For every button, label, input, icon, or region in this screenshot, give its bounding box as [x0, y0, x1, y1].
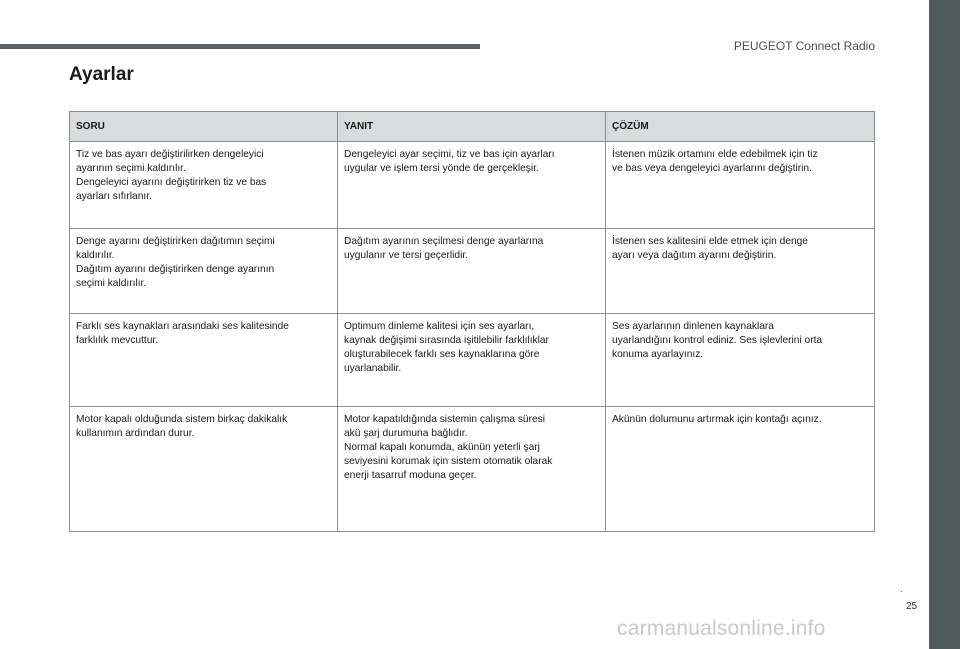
table-row — [70, 407, 875, 532]
solution-cell — [606, 229, 875, 314]
page-title: Ayarlar — [69, 64, 134, 85]
column-header-answer: YANIT — [338, 112, 606, 142]
answer-text: Motor kapatıldığında sistemin çalışma süresi akü şarj durumuna bağlıdır. Normal kapalı konumda, akünün yeterli şarj seviyesini korumak için sistem otomatik olarak enerji tasarruf moduna geçer. — [344, 414, 553, 481]
question-cell — [70, 142, 338, 229]
table-row — [70, 142, 875, 229]
faq-table — [69, 111, 875, 532]
question-cell — [70, 407, 338, 532]
question-text: Farklı ses kaynakları arasındaki ses kalitesinde farklılık mevcuttur. — [76, 321, 289, 346]
question-text: Denge ayarını değiştirirken dağıtımın seçimi kaldırılır. Dağıtım ayarını değiştirirken denge ayarının seçimi kaldırılır. — [76, 236, 275, 289]
manual-header-title: PEUGEOT Connect Radio — [733, 39, 875, 53]
solution-cell — [606, 142, 875, 229]
solution-cell — [606, 314, 875, 407]
table-header-row — [70, 112, 875, 142]
solution-cell — [606, 407, 875, 532]
chapter-side-bar — [929, 0, 960, 649]
solution-text: Ses ayarlarının dinlenen kaynaklara uyarlandığını kontrol ediniz. Ses işlevlerini orta konuma ayarlayınız. — [612, 321, 823, 360]
table-row — [70, 229, 875, 314]
question-text: Tiz ve bas ayarı değiştirilirken dengeleyici ayarının seçimi kaldırılır. Dengeleyici ayarını değiştirirken tiz ve bas ayarları sıfırlanır. — [76, 149, 267, 202]
answer-text: Dengeleyici ayar seçimi, tiz ve bas için ayarları uygular ve işlem tersi yönde de gerçekleşir. — [344, 149, 555, 174]
page-marker: . — [900, 584, 903, 594]
watermark-text: carmanualsonline.info — [617, 617, 826, 640]
table-row — [70, 314, 875, 407]
answer-cell — [338, 314, 606, 407]
column-header-question: SORU — [70, 112, 338, 142]
answer-cell — [338, 229, 606, 314]
header-rule — [0, 44, 480, 49]
question-cell — [70, 229, 338, 314]
solution-text: İstenen ses kalitesini elde etmek için denge ayarı veya dağıtım ayarını değiştirin. — [612, 236, 808, 261]
answer-text: Optimum dinleme kalitesi için ses ayarları, kaynak değişimi sırasında işitilebilir farklılıklar oluşturabilecek farklı ses kaynaklarına göre uyarlanabilir. — [344, 321, 549, 374]
solution-text: Akünün dolumunu artırmak için kontağı açınız. — [612, 414, 822, 425]
answer-cell — [338, 142, 606, 229]
page-number: 25 — [906, 601, 918, 612]
column-header-solution: ÇÖZÜM — [606, 112, 875, 142]
answer-cell — [338, 407, 606, 532]
question-text: Motor kapalı olduğunda sistem birkaç dakikalık kullanımın ardından durur. — [76, 414, 288, 439]
question-cell — [70, 314, 338, 407]
answer-text: Dağıtım ayarının seçilmesi denge ayarlarına uygulanır ve tersi geçerlidir. — [344, 236, 544, 261]
solution-text: İstenen müzik ortamını elde edebilmek için tiz ve bas veya dengeleyici ayarlarını değiştirin. — [612, 149, 818, 174]
